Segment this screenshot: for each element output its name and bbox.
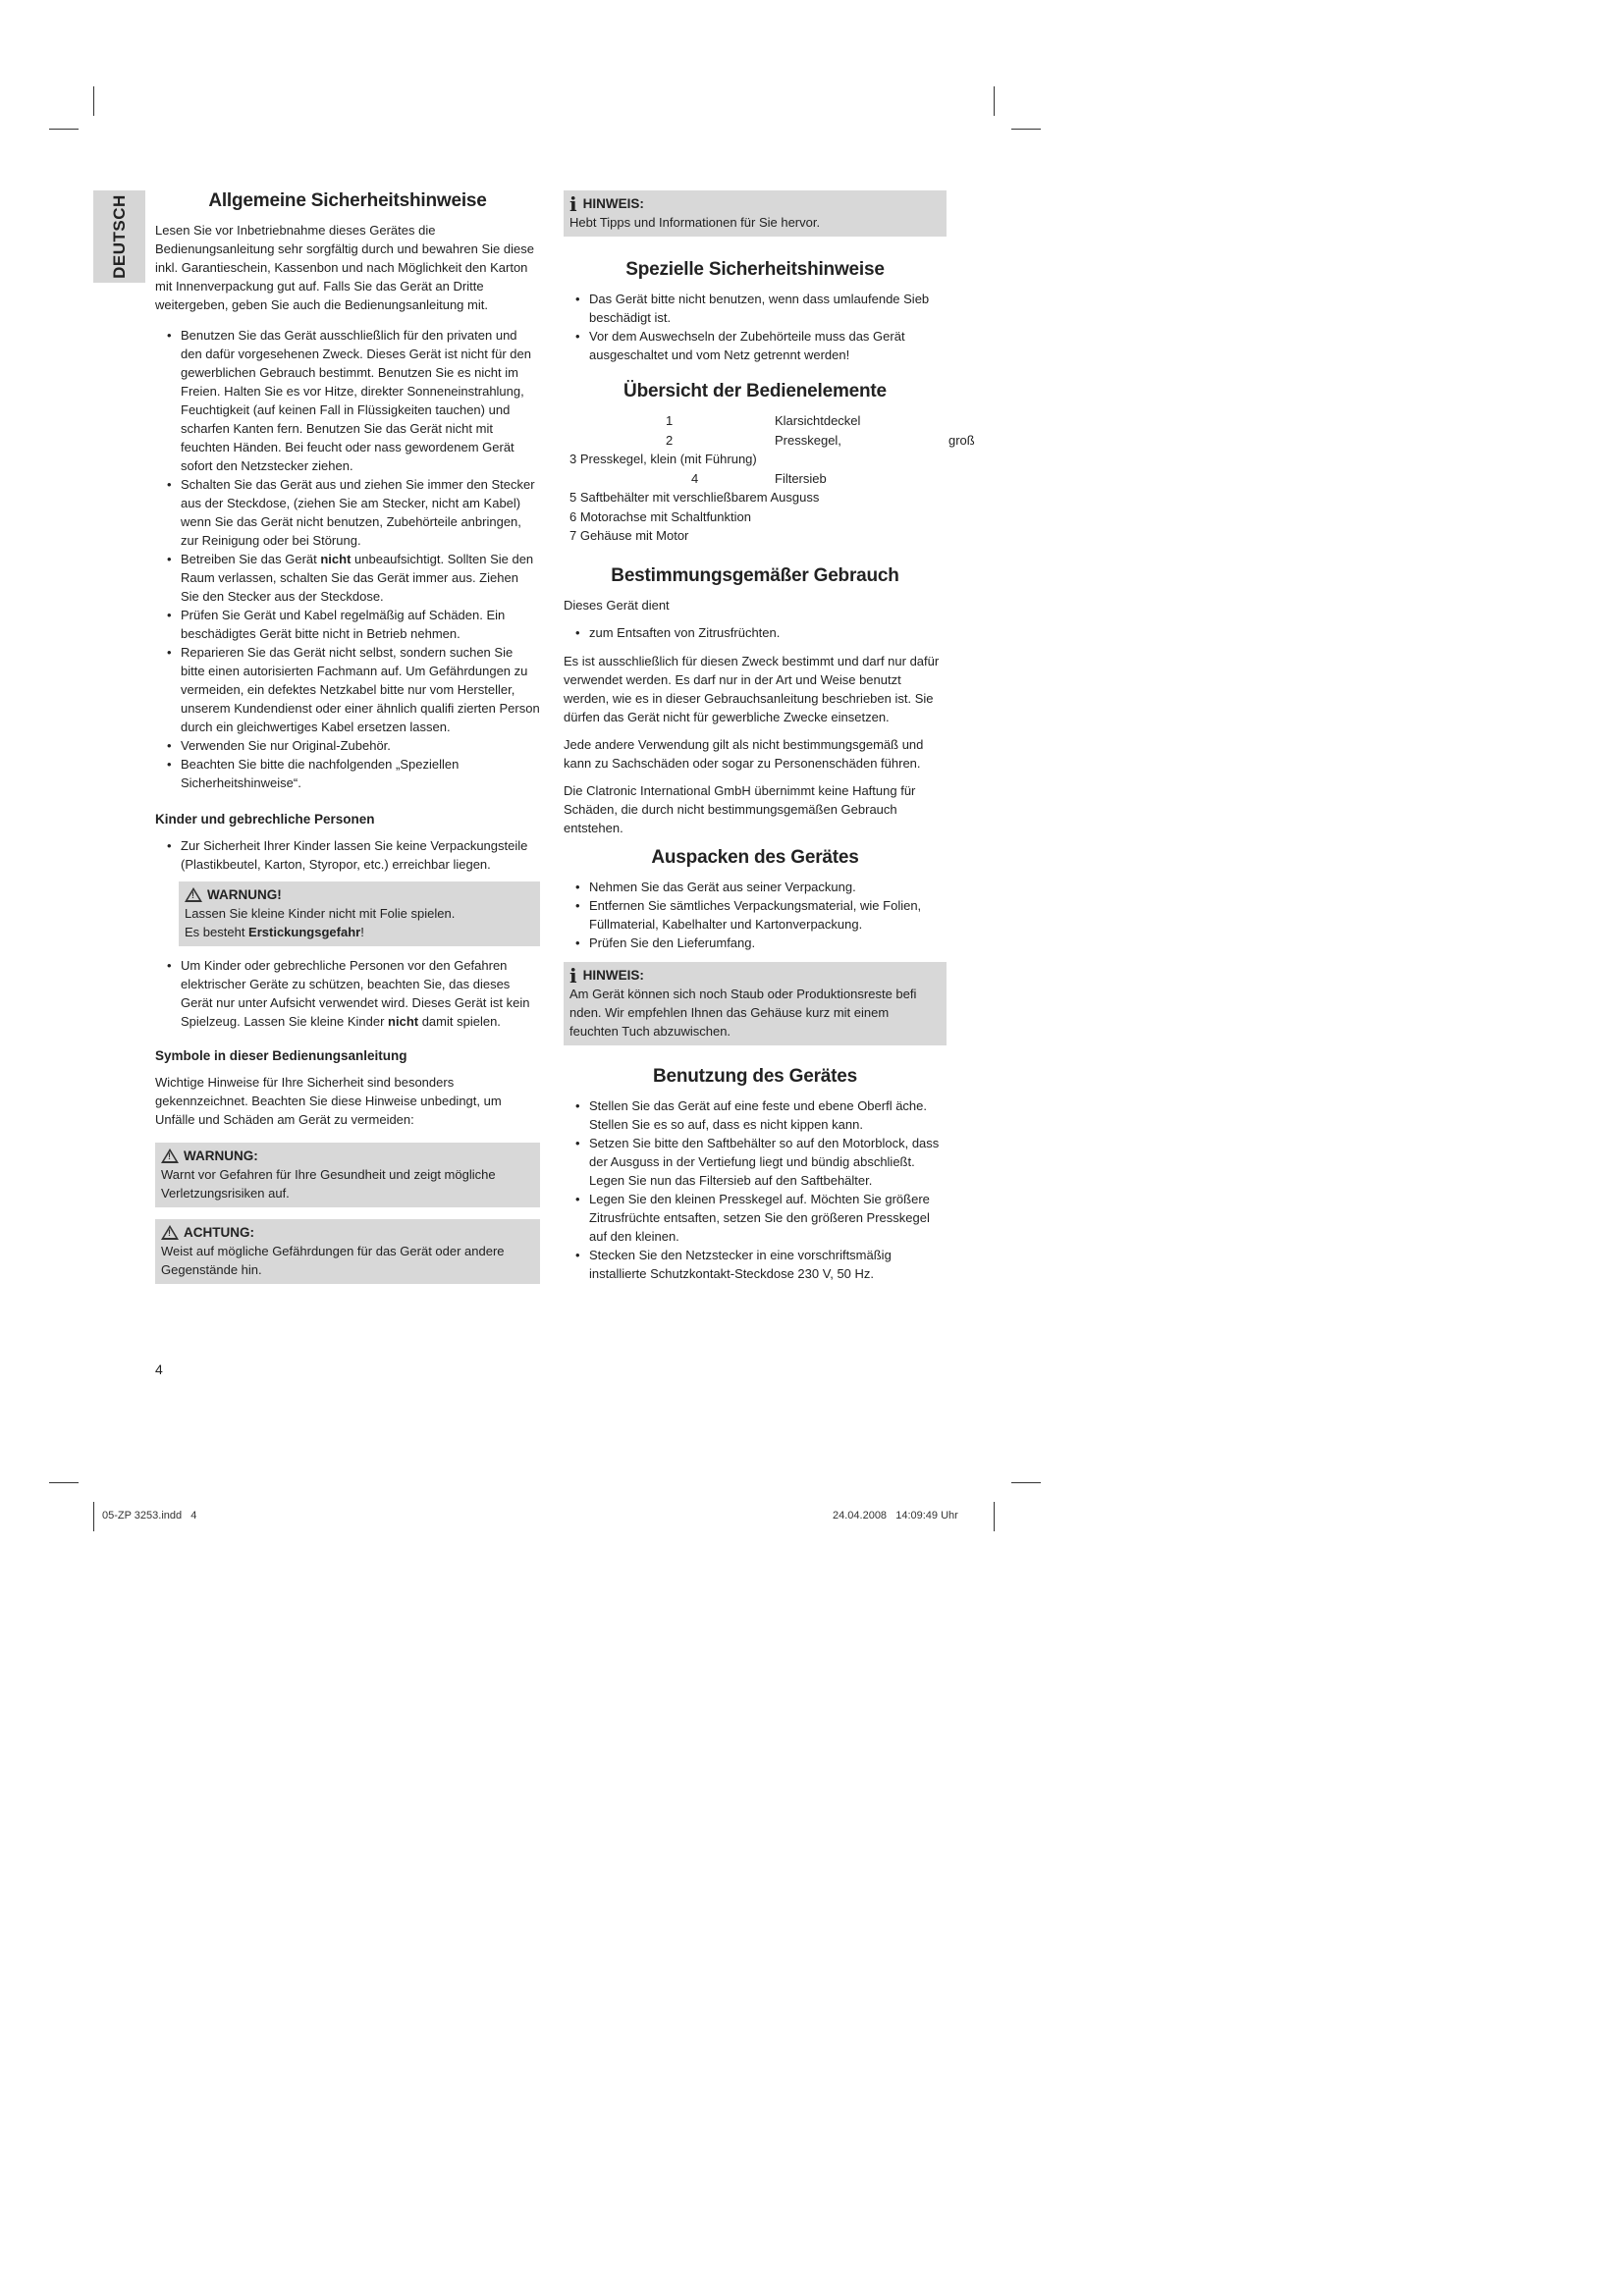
overview-item: 3 Presskegel, klein (mit Führung) xyxy=(569,452,757,466)
crop-mark xyxy=(1011,129,1041,130)
speziell-list xyxy=(564,290,947,364)
bestimmung-paragraph: Es ist ausschließlich für diesen Zweck bestimmt und darf nur dafür verwendet werden. Es darf nur in der Art und Weise benutzt werden, wie es in dieser Gebrauchsanleitung beschrieben ist. Sie dürfen das Gerät nicht für gewerbliche Zwecke einsetzen. xyxy=(564,654,940,724)
list-item: • Stecken Sie den Netzstecker in eine vorschriftsmäßig installierte Schutzkontakt-Steckdose 230 V, 50 Hz. xyxy=(575,1248,892,1281)
crop-mark xyxy=(994,86,995,116)
overview-label: Presskegel, xyxy=(775,432,841,448)
list-item: • Reparieren Sie das Gerät nicht selbst, sondern suchen Sie bitte einen autorisierten Fachmann auf. Um Gefährdungen zu vermeiden, ein defektes Netzkabel bitte nur vom Hersteller, unserem Kundendienst oder einer ähnlich qualifi zierten Person durch ein gleichwertiges Kabel ersetzen lassen. xyxy=(167,645,540,734)
overview-item: 6 Motorachse mit Schaltfunktion xyxy=(569,508,751,524)
info-box xyxy=(564,962,947,1045)
warning-text: Warnt vor Gefahren für Ihre Gesundheit und zeigt mögliche Verletzungsrisiken auf. xyxy=(161,1167,496,1201)
crop-mark xyxy=(49,129,79,130)
crop-mark xyxy=(93,1502,94,1531)
warning-box xyxy=(155,1143,540,1207)
warning-title: WARNUNG: xyxy=(184,1148,258,1163)
overview-number: 1 xyxy=(666,413,674,428)
subheading-symbole: Symbole in dieser Bedienungsanleitung xyxy=(155,1048,407,1063)
list-item: • Verwenden Sie nur Original-Zubehör. xyxy=(167,738,391,753)
page-number: 4 xyxy=(155,1362,163,1377)
bestimmung-paragraph: Jede andere Verwendung gilt als nicht bestimmungsgemäß und kann zu Sachschäden oder sogar zu Personenschäden führen. xyxy=(564,737,924,771)
caution-box xyxy=(155,1219,540,1284)
section-title-uebersicht: Übersicht der Bedienelemente xyxy=(623,381,887,401)
crop-mark xyxy=(994,1502,995,1531)
section-title-auspacken: Auspacken des Gerätes xyxy=(651,847,859,868)
info-icon: i xyxy=(569,191,577,216)
list-item: • Zur Sicherheit Ihrer Kinder lassen Sie keine Verpackungsteile (Plastikbeutel, Karton, Styropor, etc.) erreichbar liegen. xyxy=(167,838,528,872)
warning-text: Lassen Sie kleine Kinder nicht mit Folie spielen. xyxy=(185,906,456,921)
footer-timestamp: 24.04.2008 14:09:49 Uhr xyxy=(833,1510,958,1522)
overview-label-extra: groß xyxy=(948,432,975,448)
list-item: • Legen Sie den kleinen Presskegel auf. Möchten Sie größere Zitrusfrüchte entsaften, setzen Sie den größeren Presskegel auf den kleinen. xyxy=(575,1192,930,1244)
info-title: HINWEIS: xyxy=(582,968,644,983)
list-item: • Entfernen Sie sämtliches Verpackungsmaterial, wie Folien, Füllmaterial, Kabelhalter und Kartonverpackung. xyxy=(575,898,922,932)
overview-list xyxy=(564,411,975,549)
list-item: • Vor dem Auswechseln der Zubehörteile muss das Gerät ausgeschaltet und vom Netz getrennt werden! xyxy=(575,329,905,362)
warning-box-kinder xyxy=(179,881,540,946)
list-item: • Setzen Sie bitte den Saftbehälter so auf den Motorblock, dass der Ausguss in der Vertiefung liegt und bündig abschließt. Legen Sie nun das Filtersieb auf den Saftbehälter. xyxy=(575,1136,940,1188)
crop-mark xyxy=(1011,1482,1041,1483)
caution-triangle-icon xyxy=(161,1225,179,1240)
list-item: • Stellen Sie das Gerät auf eine feste und ebene Oberfl äche. Stellen Sie es so auf, dass es nicht kippen kann. xyxy=(575,1098,928,1132)
info-text: Hebt Tipps und Informationen für Sie hervor. xyxy=(569,215,821,230)
list-item: • Nehmen Sie das Gerät aus seiner Verpackung. xyxy=(575,880,856,894)
caution-title: ACHTUNG: xyxy=(184,1225,254,1240)
language-tab-label: DEUTSCH xyxy=(109,194,129,279)
crop-mark xyxy=(49,1482,79,1483)
list-item: • Prüfen Sie Gerät und Kabel regelmäßig auf Schäden. Ein beschädigtes Gerät bitte nicht in Betrieb nehmen. xyxy=(167,608,506,641)
section-title-speziell: Spezielle Sicherheitshinweise xyxy=(625,259,885,280)
overview-number: 4 xyxy=(691,470,699,486)
overview-number: 2 xyxy=(666,432,674,448)
warning-title: WARNUNG! xyxy=(207,887,282,902)
intro-paragraph: Lesen Sie vor Inbetriebnahme dieses Gerätes die Bedienungsanleitung sehr sorgfältig durch und bewahren Sie diese inkl. Garantieschein, Kassenbon und nach Möglichkeit den Karton mit Innenverpackung gut auf. Falls Sie das Gerät an Dritte weitergeben, geben Sie auch die Bedienungsanleitung mit. xyxy=(155,223,534,312)
info-icon: i xyxy=(569,963,577,988)
language-tab xyxy=(93,190,145,283)
right-column xyxy=(564,190,975,1293)
kinder-list xyxy=(155,836,540,874)
list-item: • Prüfen Sie den Lieferumfang. xyxy=(575,935,756,950)
safety-list xyxy=(155,326,540,792)
section-title-bestimmung: Bestimmungsgemäßer Gebrauch xyxy=(611,565,899,586)
bestimmung-intro: Dieses Gerät dient xyxy=(564,598,670,613)
left-column xyxy=(155,189,540,1294)
overview-label: Filtersieb xyxy=(775,470,827,486)
bestimmung-list xyxy=(564,623,947,642)
warning-triangle-icon xyxy=(185,887,202,902)
kinder-list-2 xyxy=(155,956,540,1031)
info-box xyxy=(564,190,947,237)
overview-item: 7 Gehäuse mit Motor xyxy=(569,528,689,543)
symbole-paragraph: Wichtige Hinweise für Ihre Sicherheit sind besonders gekennzeichnet. Beachten Sie diese Hinweise unbedingt, um Unfälle und Schäden am Gerät zu vermeiden: xyxy=(155,1075,502,1127)
caution-text: Weist auf mögliche Gefährdungen für das Gerät oder andere Gegenstände hin. xyxy=(161,1244,505,1277)
list-item: • zum Entsaften von Zitrusfrüchten. xyxy=(575,625,781,640)
list-item: • Benutzen Sie das Gerät ausschließlich für den privaten und den dafür vorgesehenen Zweck. Dieses Gerät ist nicht für den gewerblichen Gebrauch bestimmt. Benutzen Sie es nicht im Freien. Halten Sie es vor Hitze, direkter Sonneneinstrahlung, Feuchtigkeit (auf keinen Fall in Flüssigkeiten tauchen) und scharfen Kanten fern. Benutzen Sie das Gerät nicht mit feuchten Händen. Bei feucht oder nass gewordenem Gerät sofort den Netzstecker ziehen. xyxy=(167,328,531,473)
list-item: • Das Gerät bitte nicht benutzen, wenn dass umlaufende Sieb beschädigt ist. xyxy=(575,292,930,325)
bestimmung-paragraph: Die Clatronic International GmbH übernimmt keine Haftung für Schäden, die durch nicht bestimmungsgemäßen Gebrauch entstehen. xyxy=(564,783,916,835)
section-title-benutzung: Benutzung des Gerätes xyxy=(652,1066,857,1087)
info-text: Am Gerät können sich noch Staub oder Produktionsreste befi nden. Wir empfehlen Ihnen das Gehäuse kurz mit einem feuchten Tuch abzuwischen. xyxy=(569,987,917,1039)
section-title-allgemeine: Allgemeine Sicherheitshinweise xyxy=(208,190,487,211)
list-item: • Um Kinder oder gebrechliche Personen vor den Gefahren elektrischer Geräte zu schützen, beachten Sie, das dieses Gerät nur unter Aufsicht verwendet wird. Dieses Gerät ist kein Spielzeug. Lassen Sie kleine Kinder nicht damit spielen. xyxy=(167,958,530,1029)
info-title: HINWEIS: xyxy=(582,196,644,211)
list-item: • Betreiben Sie das Gerät nicht unbeaufsichtigt. Sollten Sie den Raum verlassen, schalten Sie das Gerät immer aus. Ziehen Sie den Stecker aus der Steckdose. xyxy=(167,552,534,604)
list-item: • Schalten Sie das Gerät aus und ziehen Sie immer den Stecker aus der Steckdose, (ziehen Sie am Stecker, nicht am Kabel) wenn Sie das Gerät nicht benutzen, Zubehörteile anbringen, zur Reinigung oder bei Störung. xyxy=(167,477,535,548)
auspacken-list xyxy=(564,878,947,952)
warning-text: Es besteht Erstickungsgefahr! xyxy=(185,925,364,939)
footer-file-info: 05-ZP 3253.indd 4 xyxy=(102,1510,197,1522)
subheading-kinder: Kinder und gebrechliche Personen xyxy=(155,812,375,827)
warning-triangle-icon xyxy=(161,1148,179,1163)
crop-mark xyxy=(93,86,94,116)
list-item: • Beachten Sie bitte die nachfolgenden „Speziellen Sicherheitshinweise“. xyxy=(167,757,460,790)
benutzung-list xyxy=(564,1096,947,1283)
overview-label: Klarsichtdeckel xyxy=(775,413,861,428)
overview-item: 5 Saftbehälter mit verschließbarem Ausguss xyxy=(569,490,820,505)
